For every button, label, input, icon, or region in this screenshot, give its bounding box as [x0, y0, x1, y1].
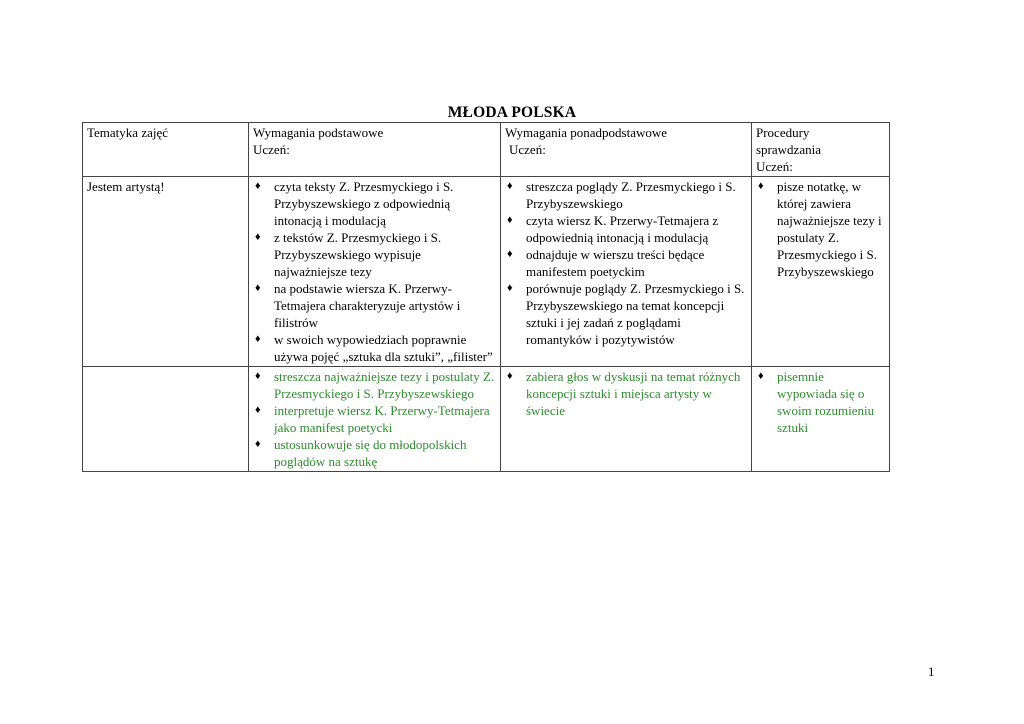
list-item [253, 229, 496, 280]
list-item-text: zabiera głos w dyskusji na temat różnych koncepcji sztuki i miejsca artysty w świecie [526, 369, 741, 418]
list-item-text: czyta teksty Z. Przesmyckiego i S. Przybyszewskiego z odpowiednią intonacją i modulacją [274, 179, 454, 228]
list-item-text: odnajduje w wierszu treści będące manifestem poetyckim [526, 247, 705, 279]
procedures-list [756, 178, 885, 280]
diamond-bullet-icon: ♦ [507, 282, 513, 294]
header-advanced-title: Wymagania ponadpodstawowe [505, 125, 668, 140]
list-item-text: ustosunkowuje się do młodopolskich poglądów na sztukę [274, 437, 467, 469]
list-item [253, 280, 496, 331]
list-item-text: interpretuje wiersz K. Przerwy-Tetmajera jako manifest poetycki [274, 403, 490, 435]
procedures-cell [752, 177, 890, 367]
advanced-requirements-cell [501, 367, 752, 472]
advanced-requirements-list [505, 178, 747, 348]
header-basic-title: Wymagania podstawowe [253, 125, 384, 140]
header-procedures [752, 123, 890, 177]
diamond-bullet-icon: ♦ [255, 404, 261, 416]
basic-requirements-cell [249, 367, 501, 472]
list-item [505, 368, 747, 419]
diamond-bullet-icon: ♦ [507, 248, 513, 260]
list-item [253, 331, 496, 365]
advanced-requirements-cell [501, 177, 752, 367]
topic-cell [83, 367, 249, 472]
diamond-bullet-icon: ♦ [758, 370, 764, 382]
diamond-bullet-icon: ♦ [507, 180, 513, 192]
list-item-text: czyta wiersz K. Przerwy-Tetmajera z odpowiednią intonacją i modulacją [526, 213, 719, 245]
header-advanced-subtitle: Uczeń: [509, 142, 546, 157]
header-topic [83, 123, 249, 177]
diamond-bullet-icon: ♦ [255, 180, 261, 192]
list-item [505, 280, 747, 348]
header-procedures-line2: sprawdzania [756, 142, 821, 157]
header-basic-requirements [249, 123, 501, 177]
curriculum-table [82, 122, 890, 472]
basic-requirements-cell [249, 177, 501, 367]
diamond-bullet-icon: ♦ [255, 231, 261, 243]
list-item-text: na podstawie wiersza K. Przerwy-Tetmajera charakteryzuje artystów i filistrów [274, 281, 461, 330]
basic-requirements-list [253, 178, 496, 365]
header-basic-subtitle: Uczeń: [253, 142, 290, 157]
list-item [756, 178, 885, 280]
topic-cell [83, 177, 249, 367]
list-item-text: z tekstów Z. Przesmyckiego i S. Przybyszewskiego wypisuje najważniejsze tezy [274, 230, 442, 279]
list-item-text: streszcza najważniejsze tezy i postulaty Z. Przesmyckiego i S. Przybyszewskiego [274, 369, 495, 401]
list-item-text: streszcza poglądy Z. Przesmyckiego i S. Przybyszewskiego [526, 179, 736, 211]
table-header-row [83, 123, 890, 177]
diamond-bullet-icon: ♦ [507, 370, 513, 382]
list-item [505, 212, 747, 246]
list-item [253, 178, 496, 229]
list-item [253, 368, 496, 402]
table-row [83, 177, 890, 367]
diamond-bullet-icon: ♦ [255, 438, 261, 450]
basic-requirements-list [253, 368, 496, 470]
list-item-text: porównuje poglądy Z. Przesmyckiego i S. Przybyszewskiego na temat koncepcji sztuki i jej zadań z poglądami romantyków i pozytywistów [526, 281, 745, 347]
diamond-bullet-icon: ♦ [255, 333, 261, 345]
diamond-bullet-icon: ♦ [255, 282, 261, 294]
list-item [253, 436, 496, 470]
diamond-bullet-icon: ♦ [758, 180, 764, 192]
topic-label: Jestem artystą! [87, 179, 165, 194]
procedures-list [756, 368, 885, 436]
header-procedures-line3: Uczeń: [756, 159, 793, 174]
diamond-bullet-icon: ♦ [507, 214, 513, 226]
procedures-cell [752, 367, 890, 472]
list-item-text: pisze notatkę, w której zawiera najważniejsze tezy i postulaty Z. Przesmyckiego i S. Przybyszewskiego [777, 179, 882, 279]
list-item [505, 246, 747, 280]
header-advanced-requirements [501, 123, 752, 177]
diamond-bullet-icon: ♦ [255, 370, 261, 382]
header-procedures-line1: Procedury [756, 125, 810, 140]
list-item-text: pisemnie wypowiada się o swoim rozumieniu sztuki [777, 369, 875, 435]
header-topic-label: Tematyka zajęć [87, 125, 169, 140]
list-item-text: w swoich wypowiedziach poprawnie używa pojęć „sztuka dla sztuki”, „filister” [274, 332, 493, 364]
document-title: MŁODA POLSKA [447, 104, 577, 121]
table-row [83, 367, 890, 472]
advanced-requirements-list [505, 368, 747, 419]
list-item [253, 402, 496, 436]
page-number: 1 [928, 664, 935, 679]
list-item [756, 368, 885, 436]
list-item [505, 178, 747, 212]
